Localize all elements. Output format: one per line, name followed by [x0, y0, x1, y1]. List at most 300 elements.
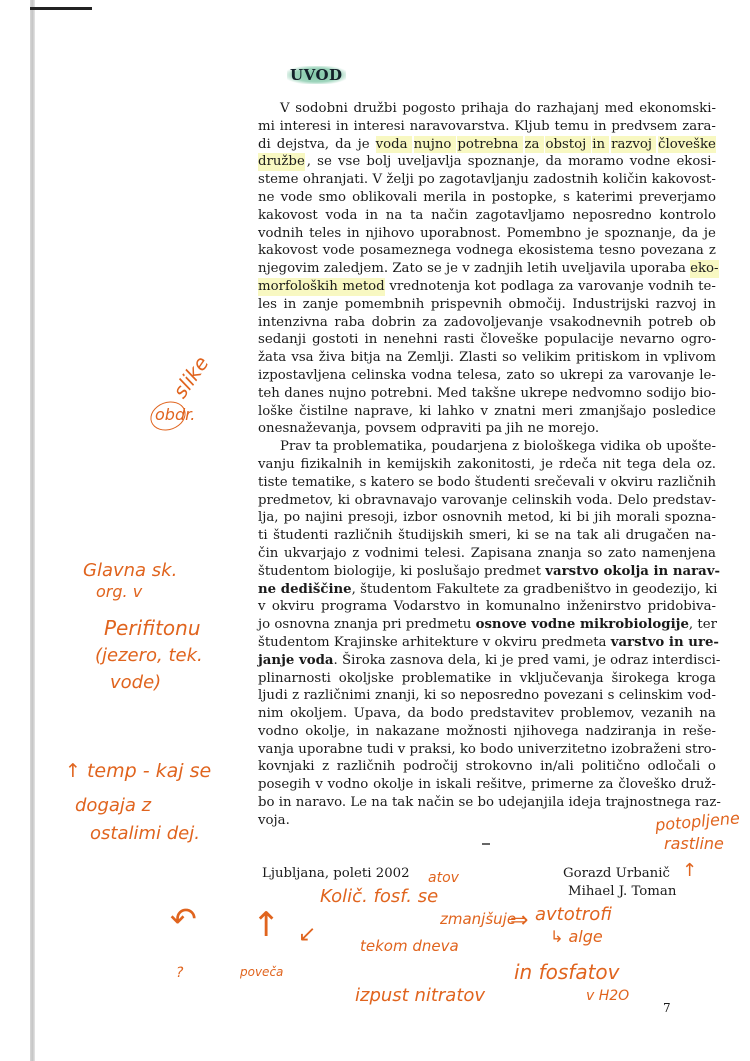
text-line [258, 812, 716, 830]
text-word: rasti [443, 332, 479, 348]
text-word: bi [576, 510, 594, 526]
text-word: nujno [328, 385, 371, 401]
text-word: s [359, 474, 371, 490]
text-word: podlaga [500, 278, 559, 294]
text-word: les [258, 296, 282, 312]
text-word: pomembnih [344, 296, 429, 312]
text-word: stro- [685, 741, 717, 757]
text-word: interesi [353, 118, 409, 134]
text-word: Pomembno [506, 225, 586, 241]
text-word: in [615, 581, 633, 597]
text-word: iskali [435, 777, 476, 793]
text-word: jih [594, 510, 616, 526]
text-word: za [422, 314, 442, 330]
text-word: zara- [682, 118, 716, 134]
text-word: čistilne [299, 403, 353, 419]
text-word: kakovost [258, 243, 322, 259]
text-word: Krajinske [333, 634, 403, 650]
text-word: rdeča [558, 456, 602, 472]
note-slike: slike [167, 351, 214, 403]
text-word: da [407, 706, 429, 722]
bold-text: narav- [672, 563, 721, 579]
text-word: in [283, 296, 301, 312]
text-word: nim [258, 706, 288, 722]
text-word: ukvarjajo [283, 545, 351, 561]
text-word: vodnega [456, 243, 518, 259]
text-word: te- [698, 278, 716, 294]
text-word: s [607, 688, 619, 704]
text-word: zadnjih [473, 261, 528, 277]
text-word: metod, [507, 510, 559, 526]
note-potopljene: potopljene [654, 808, 741, 835]
text-word: ki [516, 528, 534, 544]
text-word: moramo [568, 154, 628, 170]
text-word: ki [559, 510, 576, 526]
text-word: danes [284, 385, 329, 401]
text-word: arhitekture [402, 634, 483, 650]
text-line [258, 474, 716, 492]
text-word: katero [370, 474, 419, 490]
text-word: lja, [258, 510, 283, 526]
text-word: problematike [401, 670, 496, 686]
text-word: vode [280, 189, 317, 205]
note-avtotrofi: avtotrofi [535, 904, 612, 925]
text-word: družbi [353, 101, 401, 116]
text-word: za [608, 367, 628, 383]
text-word: v [258, 599, 270, 615]
text-word: telesi. [424, 545, 470, 561]
text-word: vplivom [663, 350, 716, 366]
text-word: intenzivna [258, 314, 333, 330]
text-word: nevarno [619, 332, 679, 348]
text-word: Fakultete [435, 581, 504, 597]
text-line [258, 581, 716, 599]
text-word: povezani [543, 688, 608, 704]
note-h2o: v H2O [586, 988, 630, 1004]
text-word: zagotavljamo [475, 207, 569, 223]
text-word: v [598, 474, 611, 490]
text-line [258, 189, 716, 207]
text-word: ob [699, 314, 716, 330]
text-line [258, 563, 721, 581]
text-word: človeške [480, 332, 543, 348]
note-izpust: izpust nitratov [355, 985, 486, 1006]
note-in-fosfatov: in fosfatov [514, 960, 620, 984]
note-jezero: (jezero, tek. [95, 645, 203, 666]
text-word: fizikalnih [300, 456, 367, 472]
text-word: tak [576, 528, 603, 544]
text-word: različnimi [303, 688, 375, 704]
bold-text: mikrobiologije [579, 617, 689, 633]
text-word: dela [662, 456, 696, 472]
bold-text: voda [299, 652, 334, 668]
text-line [258, 118, 716, 136]
text-word: njihovega [513, 723, 584, 739]
page-title: UVOD [287, 66, 346, 84]
text-line [258, 652, 721, 670]
note-zmanjsuje: zmanjšuje [440, 910, 517, 928]
text-word: pred [517, 652, 554, 668]
text-word: in [335, 118, 353, 134]
text-word: nit [602, 456, 626, 472]
text-word: Le [350, 795, 372, 811]
text-word: izbor [403, 510, 442, 526]
text-word: znanji, [374, 688, 424, 704]
text-word: uporaba [630, 261, 691, 277]
text-word: na [554, 528, 576, 544]
text-word: so [440, 688, 460, 704]
text-word: biološkega [523, 439, 601, 455]
text-word: ta [410, 207, 428, 223]
text-word: študentom [258, 634, 334, 650]
text-word: naravo. [295, 795, 351, 811]
text-word: na [385, 350, 407, 366]
text-word: vod- [687, 688, 716, 704]
text-word: znatni [494, 403, 540, 419]
text-word: onesnaževanja, [258, 421, 366, 437]
bold-text: dediščine [280, 581, 352, 597]
text-word: ukrepi [559, 367, 608, 383]
text-word: neposredno [460, 688, 544, 704]
text-word: predmetov, [258, 492, 338, 508]
bold-text: ne [258, 581, 281, 597]
text-word: morejo. [548, 421, 600, 437]
text-word: ne [527, 421, 549, 437]
text-word: da [335, 136, 356, 152]
text-word: zasnova [389, 652, 448, 668]
text-word: biologije, [333, 563, 401, 579]
text-word: študentom [258, 563, 334, 579]
text-word: dela, [447, 652, 485, 668]
text-word: bodo [430, 706, 468, 722]
text-word: predvsem [611, 118, 682, 134]
text-word: problemov, [560, 706, 639, 722]
text-word: raba [334, 314, 370, 330]
text-word: celinskih [511, 492, 577, 508]
text-line [258, 758, 716, 776]
text-line [258, 527, 716, 545]
text-word: Zlasti [459, 350, 502, 366]
text-word: ti [258, 528, 272, 544]
text-word: obravnavajo [354, 492, 442, 508]
text-word: študijskih [398, 528, 468, 544]
text-word: predmeta [541, 634, 611, 650]
text-word: se [458, 795, 478, 811]
text-word: na- [694, 528, 716, 544]
text-word: vezanih [641, 706, 698, 722]
text-word: sodijo [646, 385, 691, 401]
text-word: geodezijo, [632, 581, 706, 597]
text-word: teles [309, 225, 346, 241]
text-word: tega [626, 456, 661, 472]
text-word: telesa, [457, 367, 506, 383]
text-word: letih [527, 261, 562, 277]
text-word: zmanjšajo [579, 403, 651, 419]
note-poveca: poveča [240, 965, 284, 979]
text-word: so [502, 350, 522, 366]
note-vode: vode) [110, 672, 162, 693]
text-word: bio- [690, 385, 716, 401]
text-word: vodne [629, 154, 675, 170]
text-word: gradbeništvo [522, 581, 616, 597]
text-word: sodobni [295, 101, 353, 116]
text-word: posegih [258, 777, 315, 793]
text-word: ideja [568, 795, 606, 811]
text-word: interesi [279, 118, 336, 134]
text-word: njegovim [258, 261, 324, 277]
text-word: ter [697, 617, 717, 633]
note-rastline: rastline [664, 834, 724, 853]
text-word: V [280, 101, 294, 116]
text-word: sedanji [258, 332, 311, 348]
text-word: voja. [258, 812, 290, 828]
text-word: poudarjena [431, 439, 512, 455]
text-word: osnovna [274, 617, 334, 633]
text-word: preverjamo [638, 189, 716, 205]
author-1: Gorazd Urbanič [563, 866, 670, 881]
text-word: vodna [411, 367, 457, 383]
text-word: ki [705, 581, 718, 597]
text-word: različnih [336, 759, 400, 775]
text-word: različnih [657, 474, 717, 490]
text-word: vsakodnevnih [549, 314, 646, 330]
text-word: želji [386, 172, 419, 188]
text-word: vključevanja [519, 670, 608, 686]
text-word: kot [474, 278, 501, 294]
text-word: kemijskih [386, 456, 456, 472]
text-word: in [278, 795, 296, 811]
text-word: posameznega [359, 243, 456, 259]
highlighted-text: voda [375, 136, 412, 152]
text-line [258, 723, 716, 741]
text-word: kroga [677, 670, 716, 686]
text-word: povezana [640, 243, 709, 259]
text-word: inženirstvo [566, 599, 646, 615]
text-word: Med [436, 385, 472, 401]
highlighted-text: družbe [258, 154, 305, 170]
text-word: ta [315, 439, 333, 455]
text-word: ukrepe [520, 385, 572, 401]
text-word: katerimi [576, 189, 637, 205]
text-word: morali [616, 510, 664, 526]
text-word: in [356, 723, 374, 739]
text-word: nakazane [375, 723, 444, 739]
text-line [258, 616, 716, 634]
text-word: okviru [271, 599, 319, 615]
text-word: ki [337, 492, 355, 508]
text-word: vami, [553, 652, 594, 668]
text-line [258, 296, 716, 314]
text-line [258, 242, 716, 260]
text-word: politično [581, 759, 645, 775]
text-word: z [292, 688, 304, 704]
text-word: oblikovali [352, 189, 422, 205]
text-word: vodno [258, 723, 303, 739]
text-word: povsem [365, 421, 421, 437]
circle-mark [146, 397, 189, 436]
scan-binding-edge [30, 0, 35, 1061]
text-word: in [499, 670, 517, 686]
text-word: je [357, 136, 374, 152]
bold-text: varstvo [610, 634, 669, 650]
text-word: nadziranja [585, 723, 661, 739]
text-word: vanju [258, 456, 299, 472]
text-word: predmet [483, 563, 546, 579]
bold-text: osnove [475, 617, 532, 633]
text-word: kovnjaki [258, 759, 319, 775]
text-word: v [315, 777, 328, 793]
text-word: uveljavlja [397, 154, 466, 170]
text-word: srečevali [534, 474, 599, 490]
highlighted-text: eko- [690, 261, 719, 277]
text-word: varovanje [441, 492, 512, 508]
text-word: vidika [600, 439, 646, 455]
text-word: da [545, 154, 567, 170]
bold-text: varstvo [545, 563, 604, 579]
text-word: ki [424, 688, 441, 704]
text-word: ekosi- [676, 154, 716, 170]
highlighted-text: in [592, 136, 610, 152]
text-word: pridobiva- [647, 599, 716, 615]
text-word: postopke, [491, 189, 562, 205]
text-word: prispevnih [430, 296, 507, 312]
text-word: z [708, 243, 716, 259]
note-atov: atov [428, 870, 459, 886]
text-word: le- [699, 367, 716, 383]
text-word: nedvomno [572, 385, 647, 401]
text-line [258, 598, 716, 616]
double-arrow-mark: ⇒ [510, 908, 529, 933]
text-word: Široka [341, 652, 390, 668]
text-word: Zemlji. [407, 350, 459, 366]
text-word: takšne [471, 385, 521, 401]
text-word: tiste [258, 474, 292, 490]
text-word: celinska [351, 367, 411, 383]
bold-text: janje [258, 652, 299, 668]
text-word: in/ali [540, 759, 579, 775]
text-word: in [346, 225, 364, 241]
author-2: Mihael J. Toman [568, 884, 677, 899]
text-word: vodno [327, 777, 373, 793]
text-word: temu [554, 118, 594, 134]
text-word: ki [484, 652, 502, 668]
text-word: možnosti [446, 723, 512, 739]
text-word: naprave, [354, 403, 418, 419]
text-word: in [466, 599, 484, 615]
text-word: kakovost [258, 207, 322, 223]
text-word: dejstva, [276, 136, 334, 152]
scan-top-mark [30, 7, 92, 10]
text-word: vodnih [258, 225, 308, 241]
text-word: med [604, 101, 638, 116]
text-word: kakovost- [651, 172, 716, 188]
text-word: vsa [291, 350, 318, 366]
text-line [258, 492, 716, 510]
text-word: mi [258, 118, 280, 134]
text-word: je [703, 225, 716, 241]
text-word: na [385, 207, 407, 223]
text-word: odraz [610, 652, 653, 668]
text-word: predstavitev [470, 706, 559, 722]
text-word: okolje [373, 777, 418, 793]
text-word: v [397, 741, 410, 757]
note-alge: ↳ alge [550, 927, 603, 946]
text-word: zanje [302, 296, 343, 312]
text-word: poslušajo [416, 563, 484, 579]
text-word: neposredno [572, 207, 656, 223]
text-word: vodnih [648, 278, 698, 294]
curved-arrow-mark: ↶ [170, 900, 197, 938]
text-word: varovanje [578, 278, 649, 294]
text-word: razhajanj [536, 101, 604, 116]
text-word: najini [305, 510, 348, 526]
text-line [258, 331, 716, 349]
text-word: izobraženi [611, 741, 686, 757]
text-word: Vodarstvo [393, 599, 465, 615]
text-word: Prav [280, 439, 315, 455]
text-word: , [351, 581, 361, 597]
text-word: zagotavljanju [439, 172, 534, 188]
text-word: po [283, 510, 305, 526]
text-word: uporabnost. [420, 225, 506, 241]
text-word: bo [258, 795, 279, 811]
text-word: z [322, 759, 334, 775]
text-line [258, 385, 716, 403]
text-word: študenti [273, 528, 333, 544]
text-word: pogosto [402, 101, 460, 116]
text-word: merila [423, 189, 471, 205]
text-word: tesno [598, 243, 640, 259]
note-org: org. v [96, 582, 143, 601]
text-word: je [586, 225, 604, 241]
text-word: odločali [647, 759, 705, 775]
text-word: . [333, 652, 342, 668]
text-word: v [462, 261, 474, 277]
arrow-up-mark: ↑ [682, 860, 698, 881]
text-word: drugačen [625, 528, 694, 544]
text-word: smeri, [468, 528, 516, 544]
text-word: udejanjila [498, 795, 569, 811]
text-line [258, 438, 716, 456]
text-word: način [431, 207, 473, 223]
text-line [258, 670, 716, 688]
text-word: Industrijski [572, 296, 654, 312]
note-tekom: tekom dneva [360, 937, 459, 955]
text-word: ki [419, 403, 436, 419]
text-line [258, 687, 716, 705]
text-line [258, 794, 721, 812]
bold-text: okolja [603, 563, 654, 579]
text-word: druž- [681, 777, 716, 793]
text-word: odpraviti [420, 421, 486, 437]
text-word: programa [320, 599, 392, 615]
text-word: okoljem. [289, 706, 352, 722]
text-word: in [645, 350, 663, 366]
text-word: Upava, [353, 706, 406, 722]
arrow-up-mark: ↑ [252, 905, 281, 945]
text-line [258, 545, 716, 563]
text-word: zato [607, 545, 641, 561]
text-word: zato [506, 367, 539, 383]
highlighted-text: razvoj [611, 136, 657, 152]
body-text [258, 100, 721, 830]
note-kolic: Količ. fosf. se [320, 886, 439, 907]
text-word: predmetu [405, 617, 476, 633]
text-word: človeško [618, 777, 681, 793]
text-word: gostoti [312, 332, 363, 348]
text-word: populacije [544, 332, 618, 348]
text-word: območij. [508, 296, 570, 312]
